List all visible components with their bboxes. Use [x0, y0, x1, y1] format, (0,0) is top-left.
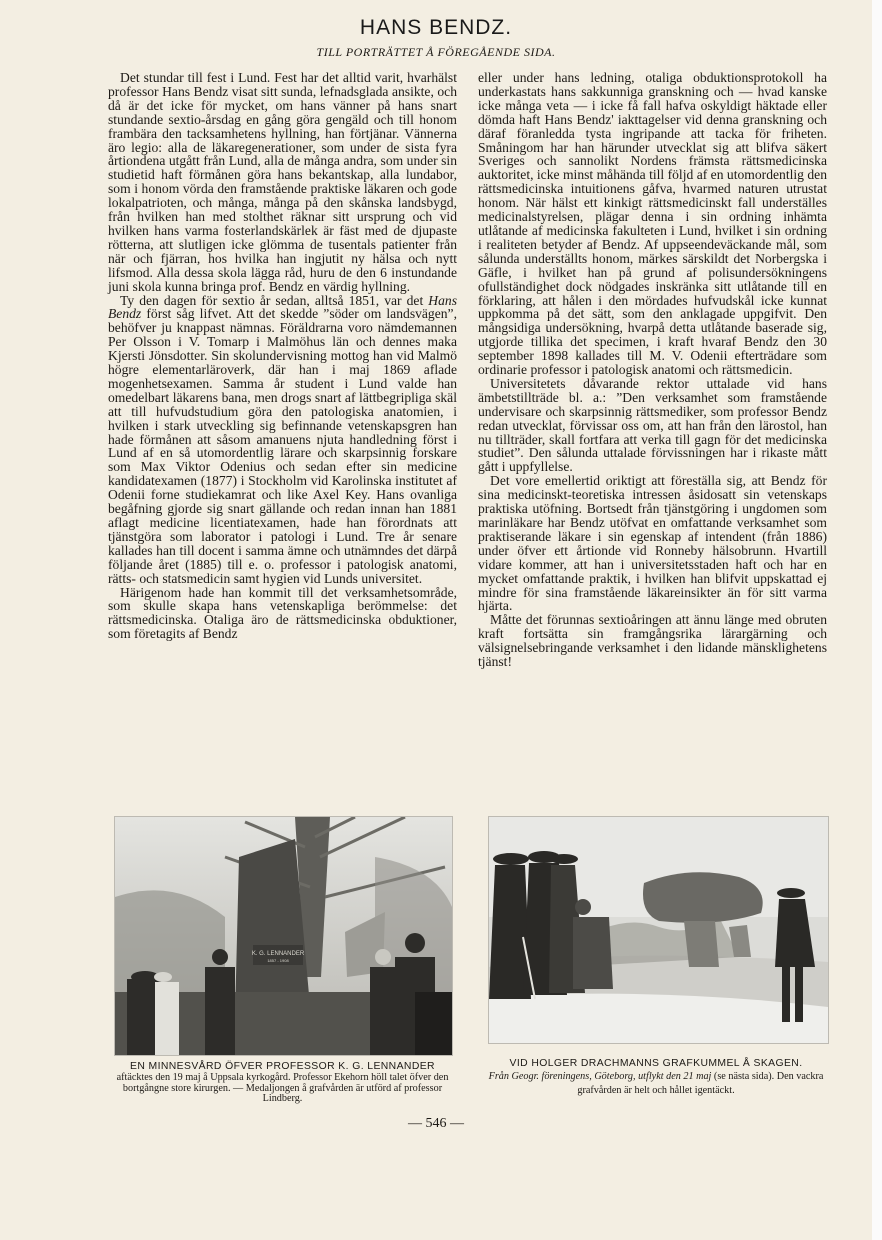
- caption-right: [474, 1058, 838, 1098]
- caption-source: Från Geogr. föreningens, Göteborg, utflykt den 21 maj: [488, 1071, 712, 1082]
- paragraph: eller under hans ledning, otaliga obduktionsprotokoll ha underkastats hans sakkunniga granskning och — hvad kanske icke många veta — i icke få fall hafva oskyldigt häktade eller dömda haft Hans Bendz' iakttagelser vid denna granskning och däraf föranledda tysta ingripande att tacka för friheten. Småningom har han härunder utvecklat sig att blifva säkert Sveriges och sannolikt Nordens främsta rättsmedicinska auktoritet, icke minst måhända till följd af en utomordentlig den rättsmedicinska intuitionens gåfva, hvarmed naturen utrustat honom. När hälst ett kinkigt rättsmedicinskt fall underställes medicinalstyrelsen, plägar denna i sin ordning inhämta utlåtande af medicinska fakulteten i Lund, hvilket i sin ordning i realiteten betyder af Bendz. Af uppseendeväckande mål, som sålunda underställts honom, märkes särskildt det Norbergska i Gäfle, i hvilket han på grund af polisundersökningens ofullständighet dock nödgades inskränka sitt utlåtande till en förklaring, att hålen i den mördades hufvudskål icke kunnat uppkomma på det sätt, som den anklagade uppgifvit. Den mångsidiga undersökning, hvarpå detta utlåtande baserade sig, utgjorde tillika det specimen, i kraft hvaraf Bendz den 30 september 1898 kallades till M. V. Odenii efterträdare som ordinarie professor i patologisk anatomi och rättsmedicin.: [478, 70, 827, 378]
- plaque-text: K. G. LENNANDER: [251, 951, 305, 957]
- page-number: — 546 —: [408, 1116, 464, 1131]
- paragraph: Universitetets dåvarande rektor uttalade vid hans ämbetstillträde bl. a.: ”Den verksamhet som framstående undervisare och skarpsinnig rättsmediker, som professor Bendz redan utvecklat, förvissar oss om, att han från den lärostol, han nu tillträder, skall fortfara att verka till gagn för det medicinska studiet”. Den sålunda uttalade förvissningen har i rikaste mått gått i uppfyllelse.: [478, 375, 827, 475]
- text-column-left: [108, 71, 457, 641]
- text-column-right: [478, 71, 827, 669]
- paragraph: Ty den dagen för sextio år sedan, alltså 1851, var det Hans Bendz först såg lifvet. Att det skedde ”söder om landsvägen”, behöfver ju knappast nämnas. Föräldrarna voro nämdemannen Per Olsson i V. Tomarp i Malmöhus län och dennes maka Kjersti Jönsdotter. Sin skolundervisning mottog han vid Malmö högre elementarläroverk, där han i maj 1869 aflade mogenhetsexamen. Samma år student i Lund valde han omedelbart läkarens bana, men drogs snart af lättbegripliga skäl att till hufvudstudium göra den patologiska anatomien, i hvilken i stark utveckling sig befinnande vetenskapsgren han hade förmånen att såsom amanuens njuta handledning först i Lund af en så utomordentlig lärare och skarpsinnig forskare som Max Viktor Odenius och sedan efter sin medicine kandidatexamen (1877) i Stockholm vid Karolinska institutet af Odenii forne studiekamrat och like Axel Key. Hans ovanliga begåfning gjorde sig snart gällande och redan innan han 1881 aflagt medicine licentiatexamen, hade han förordnats att tjänstgöra som laborator i patologi i Lund. Tre år senare kallades han till docent i samma ämne och utnämndes det därpå följande året (1885) till e. o. professor i patologisk anatomi, rätts- och statsmedicin samt hygien vid Lunds universitet.: [108, 292, 457, 586]
- dolmen-photo: [488, 816, 829, 1044]
- article-subtitle: TILL PORTRÄTTET Å FÖREGÅENDE SIDA.: [316, 45, 556, 59]
- plaque-years: 1857 - 1908: [267, 958, 289, 963]
- paragraph: Härigenom hade han kommit till det verksamhetsområde, som skulle skapa hans vetenskapliga berömmelse: det rättsmedicinska. Otaliga äro de rättsmedicinska obduktioner, som företagits af Bendz: [108, 584, 457, 642]
- caption-heading: VID HOLGER DRACHMANNS GRAFKUMMEL Å SKAGEN.: [509, 1058, 803, 1069]
- caption-heading: EN MINNESVÅRD ÖFVER PROFESSOR K. G. LENNANDER: [130, 1061, 435, 1072]
- paragraph: Måtte det förunnas sextioåringen att ännu länge med obruten kraft fortsätta sin framgångsrika lärargärning och välsignelsebringande verksamhet i den lidande mänsklighetens tjänst!: [478, 612, 827, 670]
- person-name: Hans Bendz: [108, 292, 457, 322]
- caption-body: (se nästa sida). Den vackra grafvården är helt och hållet igentäckt.: [577, 1071, 824, 1096]
- paragraph: Det stundar till fest i Lund. Fest har det alltid varit, hvarhälst professor Hans Bendz visat sitt sunda, lefnadsglada ansikte, och då är det icke för mycket, om hans vänner på hans snart stundande sextio-årsdag en gång göra gengäld och till honom frambära den tacksamhetens hyllning, han förtjänar. Vännerna äro legio: alla de läkaregenerationer, som under de sista fyra årtiondena utgått från Lund, alla de många andra, som under sin studietid haft förmånen göra hans bekantskap, alla lundabor, som i honom vörda den framstående praktiske läkaren och gode lokalpatrioten, och många, många på den skånska landsbygd, från hvilken han med stolthet räknar sitt ursprung och vid hvilken hans varma fosterlandskärlek är fäst med de djupaste rötterna, att slutligen icke glömma de tusentals patienter från när och fjärran, hos hvilka han ingjutit ny hälsa och nytt lifsmod. Alla dessa skola lägga råd, huru de den 6 instundande juni skola kunna bringa prof. Bendz en värdig hyllning.: [108, 70, 457, 294]
- caption-left: [110, 1061, 455, 1105]
- article-title: HANS BENDZ.: [359, 16, 513, 39]
- page-edge: [872, 0, 882, 1240]
- memorial-photo: [114, 816, 453, 1056]
- caption-body: aftäcktes den 19 maj å Uppsala kyrkogård. Professor Ekehorn höll talet öfver den bortgångne store kirurgen. — Medaljongen å grafvården är utförd af professor Lindberg.: [116, 1072, 449, 1105]
- paragraph: Det vore emellertid oriktigt att föreställa sig, att Bendz för sina medicinskt-teoretiska intressen åsidosatt sin vetenskaps praktiska utöfning. Bortsedt från tjänstgöring i ungdomen som marinläkare har Bendz utöfvat en omfattande verksamhet som praktiserande läkare i sin egenskap af intendent (från 1886) under öfver ett årtionde vid Ronneby hälsobrunn. Hvartill vidare kommer, att han i universitetsstaden haft och har en mycket omfattande praktik, i hvilken han blifvit uppskattad ej mindre för sina framstående läkareinsikter än för sitt varma hjärta.: [478, 473, 827, 614]
- capstone: [643, 872, 763, 923]
